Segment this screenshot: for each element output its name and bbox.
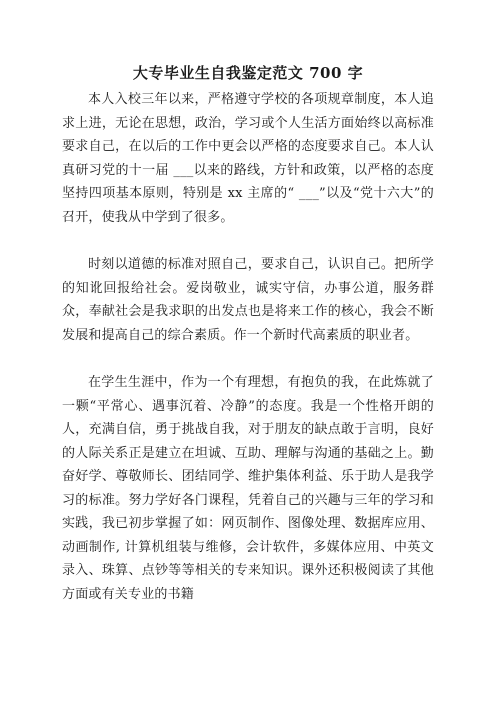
document-title: 大专毕业生自我鉴定范文 700 字 bbox=[132, 64, 364, 82]
paragraph-gap bbox=[62, 347, 434, 371]
paragraph-3: 在学生生涯中，作为一个有理想，有抱负的我，在此炼就了一颗“平常心、遇事沉着、冷静”的态度。我是一个性格开朗的人，充满自信，勇于挑战自我，对于朋友的缺点敢于言明，良好的人际关系正是建立在坦诚、互助、理解与沟通的基础之上。勤奋好学、尊敬师长、团结同学、维护集体利益、乐于助人是我学习的标准。努力学好各门课程，凭着自己的兴趣与三年的学习和实践，我已初步掌握了如：网页制作、图像处理、数据库应用、动画制作, 计算机组装与维修，会计软件，多媒体应用、中英文录入、珠算、点钞等等相关的专来知识。课外还积极阅读了其他方面或有关专业的书籍 bbox=[62, 375, 434, 602]
paragraph-2: 时刻以道德的标准对照自己，要求自己，认识自己。把所学的知讹回报给社会。爱岗敬业，诚实守信，办事公道，服务群众，奉献社会是我求职的出发点也是将来工作的核心，我会不断发展和提高自己的综合素质。作一个新时代高素质的职业者。 bbox=[62, 257, 434, 343]
paragraph-1: 本人入校三年以来，严格遵守学校的各项规章制度，本人追求上进，无论在思想，政治，学习或个人生活方面始终以高标准要求自己，在以后的工作中更会以严格的态度要求自己。本人认真研习党的十一届 ___以来的路线，方针和政策，以严格的态度坚持四项基本原则，特别是 xx 主席的“ ___”以及“党十六大”的召开，使我从中学到了很多。 bbox=[62, 92, 434, 225]
paragraph-gap bbox=[62, 229, 434, 253]
